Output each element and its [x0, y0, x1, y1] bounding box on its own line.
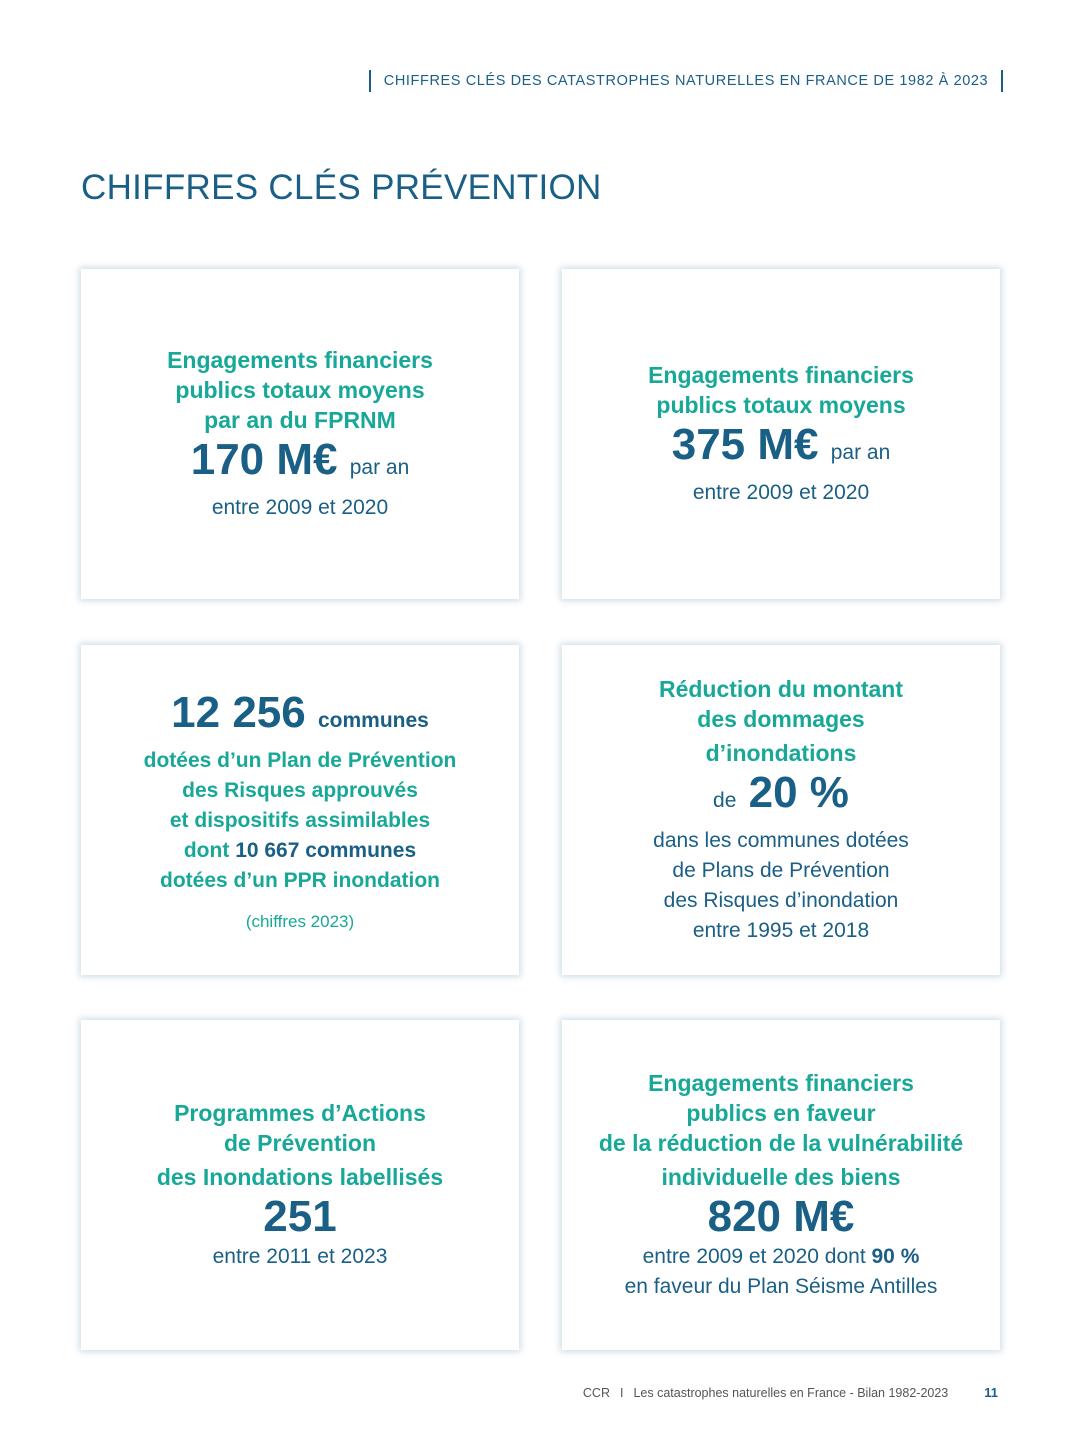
card-vulnerability-reduction — [562, 1020, 1000, 1350]
card-detail-prefix: entre 2009 et 2020 dont — [642, 1245, 866, 1268]
card-title-line: des dommages — [697, 706, 865, 732]
card-detail-bold: 90 % — [871, 1245, 920, 1268]
card-dont-prefix: dont — [183, 839, 230, 862]
card-detail-line — [643, 1242, 920, 1272]
card-title-line: Engagements financiers — [648, 1070, 914, 1096]
card-value: 12 256 — [171, 688, 306, 737]
footer-separator: I — [619, 1385, 624, 1400]
card-title-line: des Risques approuvés — [182, 779, 418, 802]
card-title-line: et dispositifs assimilables — [169, 809, 431, 832]
card-title-line: de Prévention — [223, 1130, 377, 1156]
card-title-line: publics totaux moyens — [656, 392, 906, 418]
card-value-suffix: par an — [830, 441, 891, 464]
card-value: 375 M€ — [671, 420, 819, 469]
card-value: 251 — [263, 1192, 337, 1241]
card-value: 820 M€ — [707, 1192, 855, 1241]
card-title-line: des Inondations labellisés — [156, 1164, 444, 1190]
card-detail-line: des Risques d’inondation — [663, 889, 899, 912]
footer-doc-title: Les catastrophes naturelles en France - Bilan 1982-2023 — [633, 1385, 949, 1400]
card-title-line: publics totaux moyens — [175, 377, 425, 403]
card-detail-line: entre 2011 et 2023 — [212, 1245, 388, 1268]
card-flood-damage-reduction — [562, 645, 1000, 975]
card-title-line: de la réduction de la vulnérabilité — [598, 1130, 964, 1156]
card-fprnm — [81, 269, 519, 599]
card-value-row — [713, 768, 849, 826]
card-dont-line — [184, 836, 416, 866]
card-title-line: d’inondations — [705, 740, 857, 766]
card-communes-ppr — [81, 645, 519, 975]
card-value-prefix: de — [713, 789, 737, 812]
footer-publisher: CCR — [582, 1385, 610, 1400]
card-last-line: dotées d’un PPR inondation — [160, 869, 440, 892]
card-detail-line: de Plans de Prévention — [672, 859, 890, 882]
card-value-row — [171, 688, 429, 746]
card-title-line: Réduction du montant — [658, 676, 904, 702]
page-title: CHIFFRES CLÉS PRÉVENTION — [81, 168, 602, 207]
card-note: (chiffres 2023) — [245, 912, 355, 931]
page-footer — [583, 1385, 998, 1400]
card-detail-line: entre 1995 et 2018 — [692, 919, 870, 942]
running-header — [369, 70, 1003, 92]
card-value-row — [191, 435, 410, 493]
card-title-line: dotées d’un Plan de Prévention — [143, 749, 457, 772]
card-value-suffix: communes — [317, 709, 429, 732]
card-detail-line: entre 2009 et 2020 — [692, 481, 870, 504]
card-value-row — [672, 420, 891, 478]
card-detail-line: dans les communes dotées — [653, 829, 909, 852]
card-value: 170 M€ — [190, 435, 338, 484]
card-title-line: publics en faveur — [686, 1100, 876, 1126]
card-total-commitments — [562, 269, 1000, 599]
card-detail-line: en faveur du Plan Séisme Antilles — [624, 1275, 938, 1298]
card-papi — [81, 1020, 519, 1350]
card-title-line: Engagements financiers — [167, 347, 433, 373]
running-title: CHIFFRES CLÉS DES CATASTROPHES NATURELLES EN FRANCE DE 1982 À 2023 — [383, 73, 989, 89]
card-value: 20 % — [748, 768, 849, 817]
card-detail-line: entre 2009 et 2020 — [211, 496, 389, 519]
card-dont-value: 10 667 communes — [235, 839, 417, 862]
card-title-line: Programmes d’Actions — [174, 1100, 426, 1126]
card-title-line: individuelle des biens — [661, 1164, 901, 1190]
card-title-line: Engagements financiers — [648, 362, 914, 388]
page-number: 11 — [984, 1385, 998, 1400]
card-title-line: par an du FPRNM — [204, 407, 396, 433]
card-value-suffix: par an — [349, 456, 410, 479]
